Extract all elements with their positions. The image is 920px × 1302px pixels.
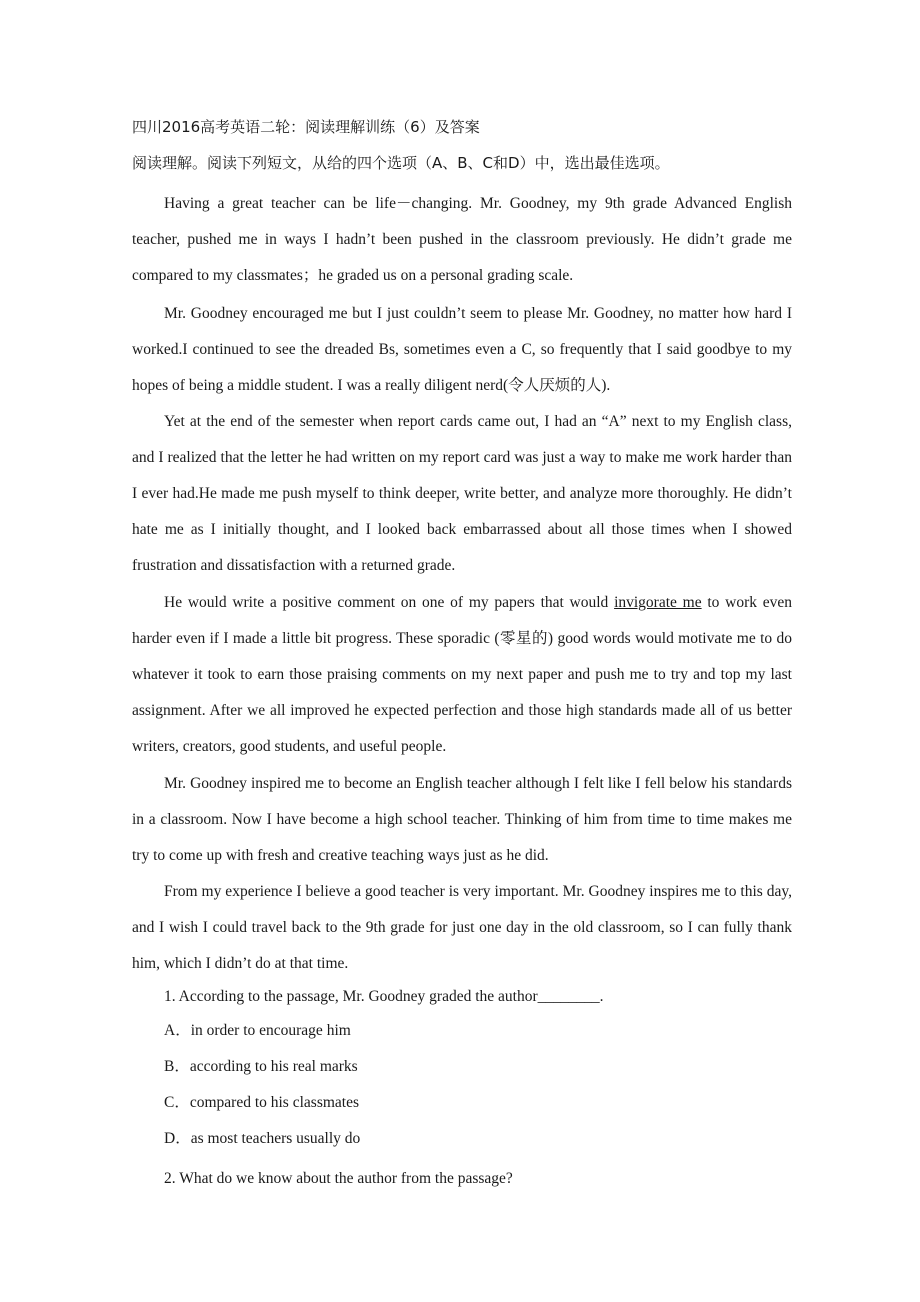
question-1-option-a: A．in order to encourage him (164, 1022, 351, 1039)
document-title: 四川2016高考英语二轮：阅读理解训练（6）及答案 (132, 118, 480, 136)
question-2-stem: 2. What do we know about the author from the passage? (164, 1170, 513, 1187)
passage-paragraph-2: Mr. Goodney encouraged me but I just couldn’t seem to please Mr. Goodney, no matter how hard I worked.I continued to see the dreaded Bs, sometimes even a C, so frequently that I said goodbye to my hopes of being a middle student. I was a really diligent nerd(令人厌烦的人). (132, 305, 792, 394)
paragraph-4-text-after: to work even harder even if I made a little bit progress. These sporadic (零星的) good words would motivate me to do whatever it took to earn those praising comments on my next paper and push me to try and top my last assignment. After we all improved he expected perfection and those high standards made all of us better writers, creators, good students, and useful people. (132, 594, 793, 755)
question-1-option-b: B．according to his real marks (164, 1058, 358, 1075)
question-1-stem: 1. According to the passage, Mr. Goodney graded the author________. (164, 988, 604, 1005)
underlined-phrase: invigorate me (614, 594, 702, 611)
passage-paragraph-1: Having a great teacher can be life－changing. Mr. Goodney, my 9th grade Advanced English teacher, pushed me in ways I hadn’t been pushed in the classroom previously. He didn’t grade me compared to my classmates；he graded us on a personal grading scale. (132, 195, 792, 284)
question-1-option-c: C．compared to his classmates (164, 1094, 359, 1111)
passage-paragraph-5: Mr. Goodney inspired me to become an English teacher although I felt like I fell below his standards in a classroom. Now I have become a high school teacher. Thinking of him from time to time makes me try to come up with fresh and creative teaching ways just as he did. (132, 775, 792, 864)
instruction-text: 阅读理解。阅读下列短文，从给的四个选项（A、B、C和D）中，选出最佳选项。 (132, 154, 670, 172)
passage-paragraph-6: From my experience I believe a good teacher is very important. Mr. Goodney inspires me to this day, and I wish I could travel back to the 9th grade for just one day in the old classroom, so I can fully thank him, which I didn’t do at that time. (132, 883, 792, 972)
passage-paragraph-3: Yet at the end of the semester when report cards came out, I had an “A” next to my English class, and I realized that the letter he had written on my report card was just a way to make me work harder than I ever had.He made me push myself to think deeper, write better, and analyze more thoroughly. He didn’t hate me as I initially thought, and I looked back embarrassed about all those times when I showed frustration and dissatisfaction with a returned grade. (132, 413, 792, 574)
passage-paragraph-4 (132, 585, 792, 765)
paragraph-4-text-before: He would write a positive comment on one of my papers that would (164, 594, 615, 611)
question-1-option-d: D．as most teachers usually do (164, 1130, 361, 1147)
